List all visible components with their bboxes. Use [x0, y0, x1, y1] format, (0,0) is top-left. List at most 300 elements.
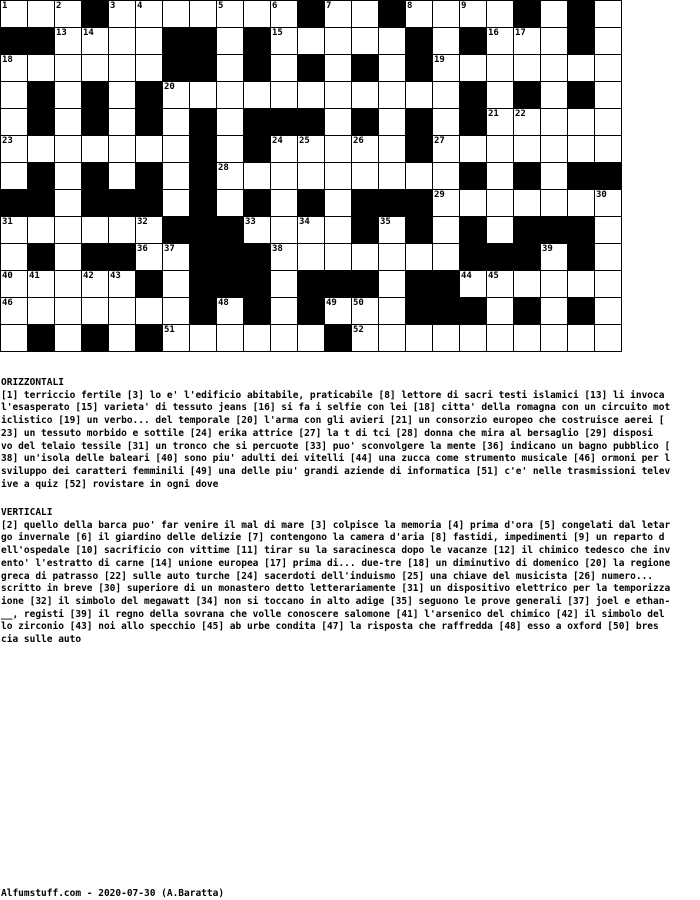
grid-cell[interactable]: [540, 189, 568, 217]
grid-cell[interactable]: [594, 270, 622, 298]
across-clues: [1, 377, 700, 491]
grid-cell[interactable]: [27, 270, 55, 298]
grid-cell[interactable]: [432, 162, 460, 190]
black-square: [459, 216, 487, 244]
across-heading: ORIZZONTALI: [1, 377, 64, 388]
grid-cell[interactable]: [162, 297, 190, 325]
grid-cell[interactable]: [513, 27, 541, 55]
grid-cell[interactable]: [378, 162, 406, 190]
grid-cell[interactable]: [0, 324, 28, 352]
grid-cell[interactable]: [54, 324, 82, 352]
clue-number: 18: [2, 55, 13, 65]
grid-cell[interactable]: [54, 297, 82, 325]
grid-cell[interactable]: [324, 243, 352, 271]
grid-cell[interactable]: [27, 0, 55, 28]
across-line: 38] un'isola delle baleari [40] sono piu' adulti dei vitelli [44] una zucca come strumento musicale [46] ormoni per l: [1, 453, 671, 465]
across-line: 23] un tessuto morbido e sottile [24] erika attrice [27] la t di tci [28] donna che mira al bersaglio [29] disposi: [1, 427, 654, 439]
grid-cell[interactable]: [135, 297, 163, 325]
black-square: [324, 324, 352, 352]
grid-cell[interactable]: [432, 243, 460, 271]
black-square: [135, 270, 163, 298]
grid-cell[interactable]: [108, 0, 136, 28]
black-square: [513, 216, 541, 244]
grid-cell[interactable]: [459, 0, 487, 28]
grid-cell[interactable]: [108, 270, 136, 298]
grid-cell[interactable]: [324, 162, 352, 190]
clue-number: 3: [110, 1, 116, 11]
grid-cell[interactable]: [378, 135, 406, 163]
grid-cell[interactable]: [486, 54, 514, 82]
grid-cell[interactable]: [297, 27, 325, 55]
clue-number: 42: [83, 271, 94, 281]
grid-cell[interactable]: [567, 135, 595, 163]
grid-cell[interactable]: [567, 270, 595, 298]
grid-cell[interactable]: [297, 216, 325, 244]
grid-cell[interactable]: [324, 216, 352, 244]
grid-cell[interactable]: [594, 189, 622, 217]
grid-cell[interactable]: [162, 189, 190, 217]
down-line: [2] quello della barca puo' far venire il mal di mare [3] colpisce la memoria [4] prima d'ora [5] congelati dal letar: [1, 519, 671, 531]
grid-cell[interactable]: [216, 81, 244, 109]
grid-cell[interactable]: [108, 27, 136, 55]
clue-number: 31: [2, 217, 13, 227]
clue-number: 33: [245, 217, 256, 227]
grid-cell[interactable]: [405, 0, 433, 28]
grid-cell[interactable]: [459, 324, 487, 352]
down-line: ione [32] il simbolo del megawatt [34] non si toccano in alto adige [35] seguono le prove generali [37] joel e ethan-: [1, 595, 671, 607]
down-line: greca di patrasso [22] sulle auto turche [24] sacerdoti dell'induismo [25] una chiave del musicista [26] numero...: [1, 570, 654, 582]
grid-cell[interactable]: [594, 108, 622, 136]
grid-cell[interactable]: [540, 0, 568, 28]
grid-cell[interactable]: [243, 216, 271, 244]
grid-cell[interactable]: [324, 297, 352, 325]
grid-cell[interactable]: [27, 54, 55, 82]
grid-cell[interactable]: [513, 54, 541, 82]
black-square: [135, 324, 163, 352]
grid-cell[interactable]: [540, 270, 568, 298]
grid-cell[interactable]: [162, 108, 190, 136]
grid-cell[interactable]: [351, 135, 379, 163]
grid-cell[interactable]: [216, 189, 244, 217]
grid-cell[interactable]: [108, 81, 136, 109]
clue-number: 50: [353, 298, 364, 308]
grid-cell[interactable]: [432, 108, 460, 136]
black-square: [189, 297, 217, 325]
black-square: [27, 162, 55, 190]
grid-cell[interactable]: [108, 216, 136, 244]
grid-cell[interactable]: [108, 324, 136, 352]
grid-cell[interactable]: [540, 108, 568, 136]
grid-cell[interactable]: [540, 27, 568, 55]
grid-cell[interactable]: [270, 189, 298, 217]
grid-cell[interactable]: [540, 297, 568, 325]
grid-cell[interactable]: [108, 297, 136, 325]
clue-number: 51: [164, 325, 175, 335]
grid-cell[interactable]: [324, 54, 352, 82]
clue-number: 25: [299, 136, 310, 146]
black-square: [243, 189, 271, 217]
black-square: [513, 297, 541, 325]
grid-cell[interactable]: [432, 0, 460, 28]
black-square: [189, 243, 217, 271]
black-square: [243, 297, 271, 325]
black-square: [459, 162, 487, 190]
across-line: ive a quiz [52] rovistare in ogni dove: [1, 478, 219, 490]
grid-cell[interactable]: [162, 243, 190, 271]
grid-cell[interactable]: [0, 216, 28, 244]
clue-number: 48: [218, 298, 229, 308]
grid-cell[interactable]: [243, 0, 271, 28]
grid-cell[interactable]: [594, 81, 622, 109]
grid-cell[interactable]: [351, 297, 379, 325]
grid-cell[interactable]: [189, 81, 217, 109]
clue-number: 34: [299, 217, 310, 227]
grid-cell[interactable]: [486, 81, 514, 109]
grid-cell[interactable]: [351, 162, 379, 190]
grid-cell[interactable]: [324, 27, 352, 55]
grid-cell[interactable]: [486, 189, 514, 217]
grid-cell[interactable]: [540, 243, 568, 271]
grid-cell[interactable]: [486, 108, 514, 136]
grid-cell[interactable]: [432, 324, 460, 352]
grid-cell[interactable]: [378, 81, 406, 109]
black-square: [243, 108, 271, 136]
grid-cell[interactable]: [0, 162, 28, 190]
grid-cell[interactable]: [216, 297, 244, 325]
grid-cell[interactable]: [216, 162, 244, 190]
grid-cell[interactable]: [54, 162, 82, 190]
grid-cell[interactable]: [486, 135, 514, 163]
black-square: [27, 27, 55, 55]
black-square: [459, 297, 487, 325]
grid-cell[interactable]: [0, 81, 28, 109]
grid-cell[interactable]: [432, 81, 460, 109]
grid-cell[interactable]: [243, 324, 271, 352]
grid-cell[interactable]: [162, 0, 190, 28]
across-line: l'esasperato [15] varieta' di tessuto jeans [16] si fa i selfie con lei [18] citta' della romagna con un circuito mot: [1, 402, 671, 414]
grid-cell[interactable]: [297, 324, 325, 352]
grid-cell[interactable]: [54, 270, 82, 298]
black-square: [351, 54, 379, 82]
black-square: [108, 243, 136, 271]
clue-number: 24: [272, 136, 283, 146]
grid-cell[interactable]: [243, 162, 271, 190]
grid-cell[interactable]: [594, 216, 622, 244]
grid-cell[interactable]: [54, 189, 82, 217]
grid-cell[interactable]: [459, 270, 487, 298]
grid-cell[interactable]: [135, 243, 163, 271]
grid-cell[interactable]: [243, 81, 271, 109]
grid-cell[interactable]: [405, 324, 433, 352]
grid-cell[interactable]: [27, 216, 55, 244]
grid-cell[interactable]: [135, 135, 163, 163]
grid-cell[interactable]: [189, 0, 217, 28]
grid-cell[interactable]: [486, 162, 514, 190]
grid-cell[interactable]: [324, 135, 352, 163]
grid-cell[interactable]: [378, 297, 406, 325]
grid-cell[interactable]: [54, 108, 82, 136]
across-line: sviluppo dei caratteri femminili [49] una delle piu' grandi aziende di informatica [51] c'e' nelle trasmissioni telev: [1, 465, 671, 477]
grid-cell[interactable]: [270, 243, 298, 271]
black-square: [243, 270, 271, 298]
grid-cell[interactable]: [486, 216, 514, 244]
grid-cell[interactable]: [0, 270, 28, 298]
grid-cell[interactable]: [486, 297, 514, 325]
black-square: [513, 0, 541, 28]
grid-cell[interactable]: [270, 297, 298, 325]
grid-cell[interactable]: [0, 243, 28, 271]
grid-cell[interactable]: [216, 27, 244, 55]
grid-cell[interactable]: [54, 54, 82, 82]
grid-cell[interactable]: [486, 324, 514, 352]
black-square: [297, 54, 325, 82]
black-square: [351, 216, 379, 244]
black-square: [27, 243, 55, 271]
grid-cell[interactable]: [270, 216, 298, 244]
grid-cell[interactable]: [270, 162, 298, 190]
grid-cell[interactable]: [81, 54, 109, 82]
grid-cell[interactable]: [513, 189, 541, 217]
grid-cell[interactable]: [513, 135, 541, 163]
grid-cell[interactable]: [432, 27, 460, 55]
grid-cell[interactable]: [162, 324, 190, 352]
black-square: [81, 0, 109, 28]
black-square: [513, 162, 541, 190]
grid-cell[interactable]: [0, 54, 28, 82]
clue-number: 43: [110, 271, 121, 281]
grid-cell[interactable]: [0, 135, 28, 163]
grid-cell[interactable]: [297, 135, 325, 163]
grid-cell[interactable]: [108, 54, 136, 82]
grid-cell[interactable]: [81, 270, 109, 298]
grid-cell[interactable]: [351, 243, 379, 271]
black-square: [216, 216, 244, 244]
grid-cell[interactable]: [324, 108, 352, 136]
grid-cell[interactable]: [54, 81, 82, 109]
grid-cell[interactable]: [162, 162, 190, 190]
clue-number: 2: [56, 1, 62, 11]
grid-cell[interactable]: [378, 243, 406, 271]
grid-cell[interactable]: [81, 216, 109, 244]
grid-cell[interactable]: [594, 0, 622, 28]
grid-cell[interactable]: [432, 216, 460, 244]
grid-cell[interactable]: [189, 324, 217, 352]
grid-cell[interactable]: [324, 81, 352, 109]
clue-number: 35: [380, 217, 391, 227]
black-square: [486, 243, 514, 271]
black-square: [189, 135, 217, 163]
grid-cell[interactable]: [540, 135, 568, 163]
black-square: [135, 189, 163, 217]
grid-cell[interactable]: [54, 0, 82, 28]
black-square: [405, 216, 433, 244]
grid-cell[interactable]: [594, 54, 622, 82]
grid-cell[interactable]: [297, 243, 325, 271]
grid-cell[interactable]: [27, 297, 55, 325]
black-square: [27, 108, 55, 136]
down-line: lo zirconio [43] noi allo specchio [45] ab urbe condita [47] la risposta che raffredda [48] esso a oxford [50] bres: [1, 621, 659, 633]
black-square: [567, 216, 595, 244]
clue-number: 30: [596, 190, 607, 200]
black-square: [567, 81, 595, 109]
grid-cell[interactable]: [351, 27, 379, 55]
grid-cell[interactable]: [540, 54, 568, 82]
black-square: [405, 270, 433, 298]
clue-number: 14: [83, 28, 94, 38]
grid-cell[interactable]: [54, 135, 82, 163]
grid-cell[interactable]: [486, 0, 514, 28]
grid-cell[interactable]: [270, 81, 298, 109]
grid-cell[interactable]: [351, 0, 379, 28]
clue-number: 32: [137, 217, 148, 227]
grid-cell[interactable]: [378, 108, 406, 136]
grid-cell[interactable]: [297, 162, 325, 190]
grid-cell[interactable]: [81, 297, 109, 325]
grid-cell[interactable]: [567, 108, 595, 136]
grid-cell[interactable]: [108, 108, 136, 136]
grid-cell[interactable]: [378, 216, 406, 244]
grid-cell[interactable]: [54, 243, 82, 271]
clue-number: 44: [461, 271, 472, 281]
black-square: [540, 216, 568, 244]
black-square: [108, 189, 136, 217]
grid-cell[interactable]: [486, 270, 514, 298]
grid-cell[interactable]: [513, 324, 541, 352]
black-square: [189, 270, 217, 298]
grid-cell[interactable]: [513, 270, 541, 298]
grid-cell[interactable]: [270, 324, 298, 352]
grid-cell[interactable]: [108, 135, 136, 163]
grid-cell[interactable]: [432, 135, 460, 163]
grid-cell[interactable]: [594, 324, 622, 352]
grid-cell[interactable]: [567, 324, 595, 352]
grid-cell[interactable]: [108, 162, 136, 190]
grid-cell[interactable]: [351, 324, 379, 352]
grid-cell[interactable]: [324, 189, 352, 217]
black-square: [378, 189, 406, 217]
clue-number: 15: [272, 28, 283, 38]
grid-cell[interactable]: [81, 135, 109, 163]
grid-cell[interactable]: [405, 162, 433, 190]
grid-cell[interactable]: [567, 189, 595, 217]
black-square: [567, 243, 595, 271]
grid-cell[interactable]: [459, 189, 487, 217]
black-square: [432, 297, 460, 325]
grid-cell[interactable]: [486, 27, 514, 55]
grid-cell[interactable]: [54, 27, 82, 55]
black-square: [243, 27, 271, 55]
clue-number: 23: [2, 136, 13, 146]
black-square: [189, 189, 217, 217]
grid-cell[interactable]: [432, 54, 460, 82]
grid-cell[interactable]: [270, 54, 298, 82]
grid-cell[interactable]: [135, 27, 163, 55]
black-square: [216, 243, 244, 271]
clue-number: 46: [2, 298, 13, 308]
grid-cell[interactable]: [297, 81, 325, 109]
black-square: [405, 189, 433, 217]
grid-cell[interactable]: [513, 108, 541, 136]
black-square: [81, 108, 109, 136]
clue-number: 52: [353, 325, 364, 335]
grid-cell[interactable]: [324, 0, 352, 28]
grid-cell[interactable]: [594, 243, 622, 271]
grid-cell[interactable]: [540, 324, 568, 352]
black-square: [567, 162, 595, 190]
grid-cell[interactable]: [540, 81, 568, 109]
grid-cell[interactable]: [270, 27, 298, 55]
black-square: [162, 216, 190, 244]
black-square: [27, 324, 55, 352]
black-square: [405, 108, 433, 136]
clue-number: 36: [137, 244, 148, 254]
black-square: [0, 189, 28, 217]
grid-cell[interactable]: [432, 189, 460, 217]
grid-cell[interactable]: [162, 135, 190, 163]
grid-cell[interactable]: [135, 216, 163, 244]
black-square: [405, 297, 433, 325]
grid-cell[interactable]: [270, 270, 298, 298]
clue-number: 45: [488, 271, 499, 281]
grid-cell[interactable]: [270, 0, 298, 28]
clue-number: 26: [353, 136, 364, 146]
black-square: [459, 108, 487, 136]
grid-cell[interactable]: [378, 54, 406, 82]
grid-cell[interactable]: [0, 108, 28, 136]
down-heading: VERTICALI: [1, 507, 53, 518]
grid-cell[interactable]: [27, 135, 55, 163]
across-line: iclistico [19] un verbo... del temporale [20] l'arma con gli avieri [21] un consorzio europeo che costruisce aerei [: [1, 415, 665, 427]
grid-cell[interactable]: [0, 0, 28, 28]
grid-cell[interactable]: [459, 135, 487, 163]
grid-cell[interactable]: [594, 27, 622, 55]
grid-cell[interactable]: [270, 135, 298, 163]
black-square: [459, 27, 487, 55]
grid-cell[interactable]: [162, 270, 190, 298]
black-square: [459, 81, 487, 109]
black-square: [27, 81, 55, 109]
grid-cell[interactable]: [378, 270, 406, 298]
clue-number: 49: [326, 298, 337, 308]
grid-cell[interactable]: [405, 81, 433, 109]
grid-cell[interactable]: [378, 324, 406, 352]
grid-cell[interactable]: [81, 27, 109, 55]
grid-cell[interactable]: [54, 216, 82, 244]
black-square: [567, 0, 595, 28]
black-square: [351, 108, 379, 136]
grid-cell[interactable]: [540, 162, 568, 190]
grid-cell[interactable]: [594, 297, 622, 325]
grid-cell[interactable]: [216, 0, 244, 28]
grid-cell[interactable]: [351, 81, 379, 109]
grid-cell[interactable]: [216, 54, 244, 82]
grid-cell[interactable]: [594, 135, 622, 163]
grid-cell[interactable]: [0, 297, 28, 325]
grid-cell[interactable]: [135, 54, 163, 82]
grid-cell[interactable]: [162, 81, 190, 109]
grid-cell[interactable]: [216, 135, 244, 163]
grid-cell[interactable]: [216, 324, 244, 352]
grid-cell[interactable]: [459, 54, 487, 82]
grid-cell[interactable]: [405, 243, 433, 271]
black-square: [189, 162, 217, 190]
grid-cell[interactable]: [567, 54, 595, 82]
grid-cell[interactable]: [216, 108, 244, 136]
black-square: [297, 270, 325, 298]
clue-number: 13: [56, 28, 67, 38]
grid-cell[interactable]: [135, 0, 163, 28]
grid-cell[interactable]: [378, 27, 406, 55]
